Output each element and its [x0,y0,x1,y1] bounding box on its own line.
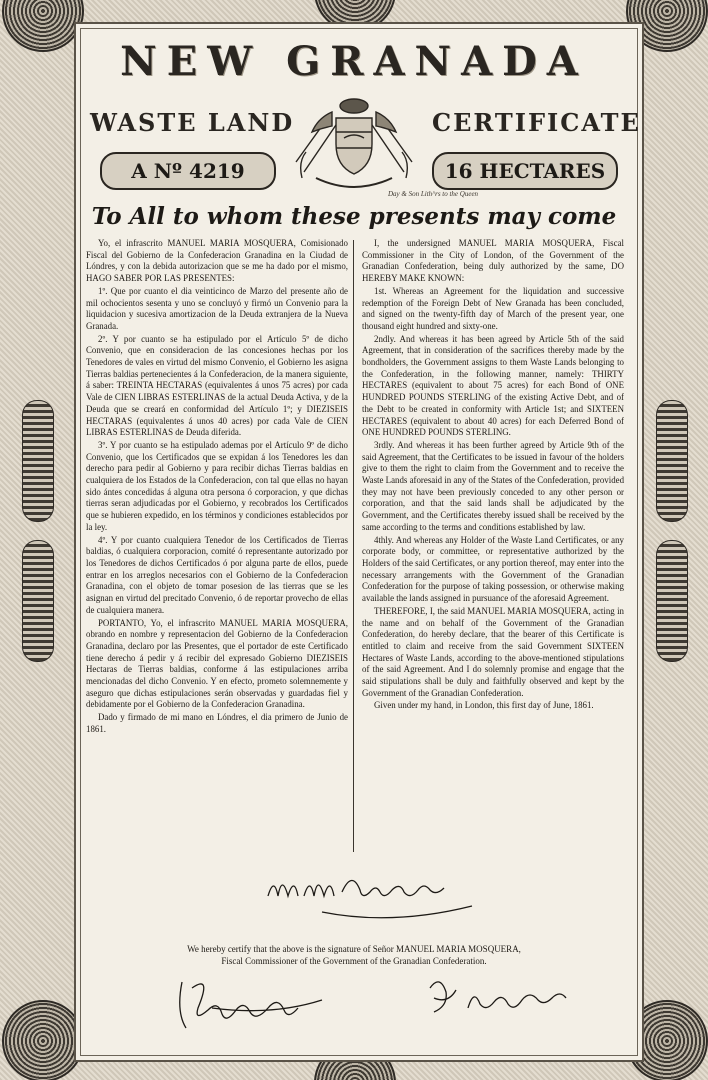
spanish-paragraph: 2º. Y por cuanto se ha estipulado por el Artículo 5º de dicho Convenio, que en consideracion de las concesiones hechas por los Tenedores de vales en virtud del mismo Convenio, el Gobierno les asigna Tierras baldias pertenecientes á la Confederacion, de la manera siguiente, á saber: TREINTA HECTARAS (equivalentes á unos 75 acres) por cada Vale de CIEN LIBRAS ESTERLINAS de la actual Deuda Activa, y de la Deuda que se creará en conformidad del Artículo 1º; y DIEZISEIS HECTARAS (equivalentes á unos 40 acres) por cada Vale de CIEN LIBRAS ESTERLINAS de Deuda diferida. [86,333,348,438]
spanish-paragraph: PORTANTO, Yo, el infrascrito MANUEL MARIA MOSQUERA, obrando en nombre y representacion del Gobierno de la Confederacion Granadina, declaro por las Presentes, que el portador de este Certificado tiene derecho á pedir y á recibir del expresado Gobierno DIEZISEIS Hectaras de Tierras baldias, conforme á las estipulaciones arriba mencionadas del dicho Convenio. Y en efecto, prometo solemnemente y aseguro que dichas estipulaciones serán observadas y guardadas fiel y debidamente por el Gobierno de la Confederacion Granadina. [86,617,348,710]
english-paragraph: THEREFORE, I, the said MANUEL MARIA MOSQUERA, acting in the name and on behalf of the Government of the Granadian Confederation, do hereby declare, that the bearer of this Certificate is entitled to claim and receive from the said Government SIXTEEN Hectares of Waste Lands, according to the above-mentioned stipulations of the said Agreement. And I do solemnly promise and engage that the said stipulations shall be duly and faithfully observed and kept by the Government of the Granadian Confederation. [362,605,624,698]
witness-signatures [172,968,592,1032]
certification-text [0,944,708,967]
hectares-badge: 16 HECTARES [432,152,618,190]
column-divider [353,240,354,852]
heading-to-all: To All to whom these presents may come [91,203,617,230]
side-chain-ornament-right [656,400,688,522]
english-column [362,238,624,713]
side-chain-ornament-left-lower [22,540,54,662]
spanish-paragraph: 3º. Y por cuanto se ha estipulado ademas por el Artículo 9º de dicho Convenio, que los Certificados que se expidan á los Tenedores les dan derecho para pedir al Gobierno y para recibir dichas Tierras baldias en cualquiera de los Estados de la Confederacion, con tal que ellas no hayan sido ántes concedidas á alguna otra persona ó corporacion, y que dichas tierras seran adjudicadas por el Gobierno, y recobrados los Certificados que se hubieren expedido, en los términos y condiciones establecidos por la ley. [86,439,348,532]
spanish-paragraph: Yo, el infrascrito MANUEL MARIA MOSQUERA, Comisionado Fiscal del Gobierno de la Confederacion Granadina en la Ciudad de Lóndres, y con la debida autorizacion que se me ha dado por el mismo, HAGO SABER POR LAS PRESENTES: [86,238,348,284]
title-waste-land: WASTE LAND [90,108,295,137]
english-paragraph: 3rdly. And whereas it has been further agreed by Article 9th of the said Agreement, that the Certificates to be issued in favour of the holders give to them the right to claim from the Government and to receive the Waste Lands aforesaid in any of the States of the Confederation, provided they may not have been previously conceded to any other person or corporation, and that the said lands shall be adjudicated by the Government, and the Certificates thereby issued shall be received by the same according to the terms and conditions established by law. [362,439,625,532]
coat-of-arms-icon [286,92,422,192]
side-chain-ornament-right-lower [656,540,688,662]
english-paragraph: 2ndly. And whereas it has been agreed by Article 5th of the said Agreement, that in consideration of the sacrifices thereby made by the bondholders, the Government assigns to them Waste Lands belonging to the Confederation, in the following manner, namely: THIRTY HECTARES (equivalent to about 75 acres) for each Bond of ONE HUNDRED POUNDS STERLING of the existing Active Debt, and of the Debt to be created in conformity with Article 1st; and SIXTEEN HECTARES (equivalent to about 40 acres) for each Deferred Bond of ONE HUNDRED POUNDS STERLING. [362,333,624,438]
english-paragraph: I, the undersigned MANUEL MARIA MOSQUERA, Fiscal Commissioner in the City of London, of the Government of the Granadian Confederation, being duly authorized by the same, DO HEREBY MAKE KNOWN: [362,238,624,284]
english-paragraph: Given under my hand, in London, this first day of June, 1861. [374,700,594,711]
english-paragraph: 4thly. And whereas any Holder of the Waste Land Certificates, or any corporate body, or committee, or representative authorized by the Holders of the said Certificates, or any portion thereof, may enter into the necessary arrangements with the Government of the Granadian Confederation for the purpose of taking possession, or otherwise making available the lands assigned in pursuance of the aforesaid Agreement. [362,534,624,604]
side-chain-ornament-left [22,400,54,522]
english-paragraph: 1st. Whereas an Agreement for the liquidation and successive redemption of the Foreign Debt of New Granada has been concluded, and signed on the twenty-fifth day of March of the present year, one thousand eight hundred and sixty-one. [362,285,624,331]
corner-rosette-bottom-left [2,1000,84,1080]
printer-imprint: Day & Son Lith^rs to the Queen [388,190,479,198]
certification-line-2: Fiscal Commissioner of the Government of the Granadian Confederation. [221,955,487,966]
certification-line-1: We hereby certify that the above is the signature of Señor MANUEL MARIA MOSQUERA, [187,944,521,954]
spanish-paragraph: 4º. Y por cuanto cualquiera Tenedor de los Certificados de Tierras baldias, ó cualquiera corporacion, comité ó representante autorizado por los Tenedores de dichos Certificados ó por alguna parte de ellos, puede entrar en los arreglos necesarios con el Gobierno de la Confederacion Granadina, con el objeto de tomar posesion de las tierras que se les asignan en virtud del precitado Convenio, ó de reportar provecho de ellas de cualquiera manera. [86,534,348,615]
spanish-column [86,238,348,737]
spanish-paragraph: Dado y firmado de mi mano en Lóndres, el dia primero de Junio de 1861. [86,712,348,734]
spanish-paragraph: 1º. Que por cuanto el dia veinticinco de Marzo del presente año de mil ochocientos sesenta y uno se concluyó y firmó un Convenio para la liquidacion y sucesiva amortizacion de la Deuda extranjera de la Nueva Granada. [86,285,348,331]
title-certificate: CERTIFICATE [432,108,641,137]
certificate-number-badge: A Nº 4219 [100,152,276,190]
mosquera-signature [262,866,492,928]
title-new-granada: NEW GRANADA [120,38,588,85]
